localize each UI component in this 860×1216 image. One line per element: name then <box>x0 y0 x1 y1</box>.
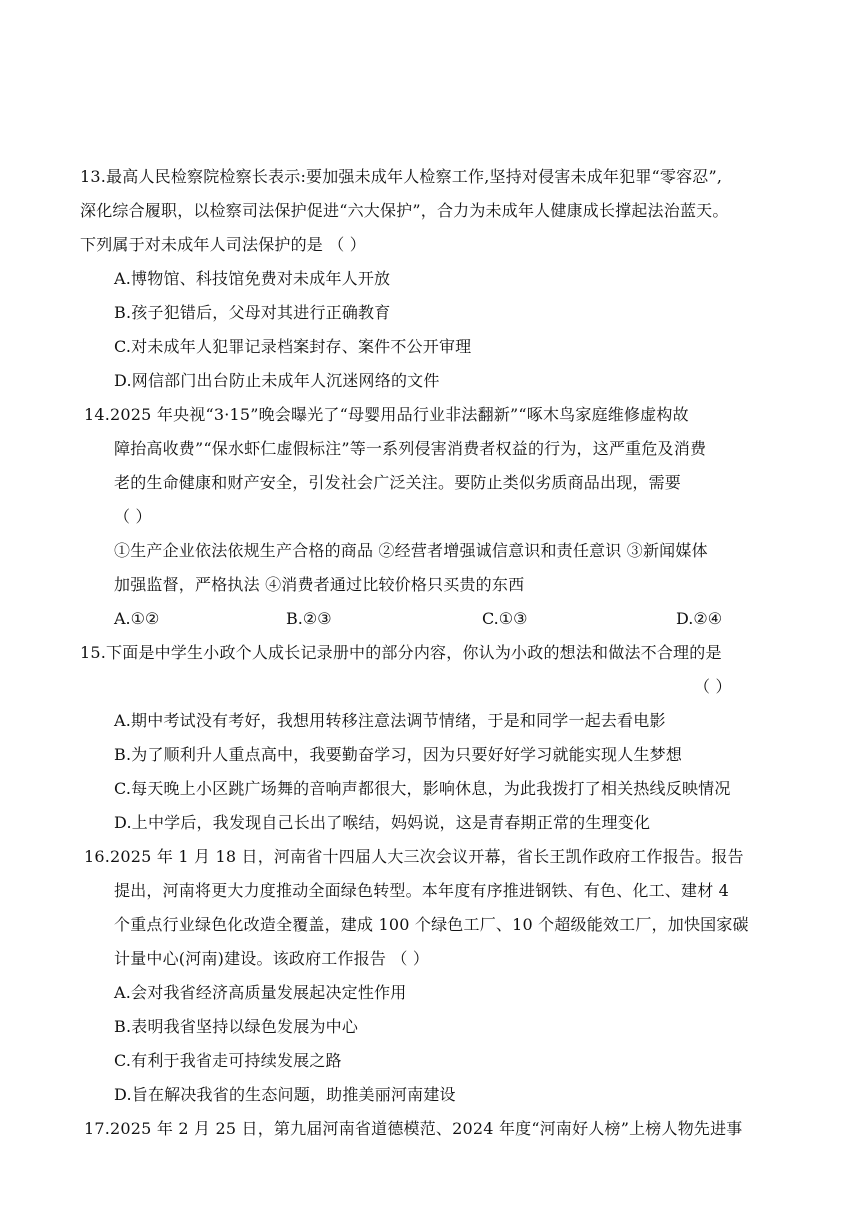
q14-choice-d: D.②④ <box>676 609 723 628</box>
q14-answer-bracket: （ ） <box>114 507 152 526</box>
q16-stem-line-4: 计量中心(河南)建设。该政府工作报告 （ ） <box>114 949 430 968</box>
q16-option-b: B.表明我省坚持以绿色发展为中心 <box>114 1017 359 1036</box>
q13-stem-line-3: 下列属于对未成年人司法保护的是 （ ） <box>80 235 366 254</box>
q13-option-b: B.孩子犯错后，父母对其进行正确教育 <box>114 303 391 322</box>
q16-stem-line-2: 提出，河南将更大力度推动全面绿色转型。本年度有序推进钢铁、有色、化工、建材 4 <box>114 881 730 900</box>
q14-choice-a: A.①② <box>114 609 160 628</box>
q15-answer-bracket: （ ） <box>694 677 732 696</box>
q16-stem-line-3: 个重点行业绿色化改造全覆盖，建成 100 个绿色工厂、10 个超级能效工厂，加快国家碳 <box>114 915 749 934</box>
q13-option-a: A.博物馆、科技馆免费对未成年人开放 <box>114 269 391 288</box>
q16-option-c: C.有利于我省走可持续发展之路 <box>114 1051 342 1070</box>
q14-choices <box>114 609 774 629</box>
q14-choice-c: C.①③ <box>482 609 528 628</box>
q14-stem-line-1: 14.2025 年央视“3·15”晚会曝光了“母婴用品行业非法翻新”“啄木鸟家庭维修虚构故 <box>84 405 689 424</box>
q17-stem-line-1: 17.2025 年 2 月 25 日，第九届河南省道德模范、2024 年度“河南好人榜”上榜人物先进事 <box>84 1119 743 1138</box>
q14-statements-line-2: 加强监督，严格执法 ④消费者通过比较价格只买贵的东西 <box>114 575 525 594</box>
q15-option-c: C.每天晚上小区跳广场舞的音响声都很大，影响休息，为此我拨打了相关热线反映情况 <box>114 779 731 798</box>
q16-stem-line-1: 16.2025 年 1 月 18 日，河南省十四届人大三次会议开幕，省长王凯作政府工作报告。报告 <box>84 847 744 866</box>
q15-option-d: D.上中学后，我发现自己长出了喉结，妈妈说，这是青春期正常的生理变化 <box>114 813 651 832</box>
q14-stem-line-3: 老的生命健康和财产安全，引发社会广泛关注。要防止类似劣质商品出现，需要 <box>114 473 682 492</box>
q16-option-d: D.旨在解决我省的生态问题，助推美丽河南建设 <box>114 1085 456 1104</box>
q13-stem-line-2: 深化综合履职，以检察司法保护促进“六大保护”，合力为未成年人健康成长撑起法治蓝天。 <box>80 201 729 220</box>
q14-stem-line-2: 障抬高收费”“保水虾仁虚假标注”等一系列侵害消费者权益的行为，这严重危及消费 <box>114 439 707 458</box>
q14-choice-b: B.②③ <box>286 609 332 628</box>
q15-option-b: B.为了顺利升人重点高中，我要勤奋学习，因为只要好好学习就能实现人生梦想 <box>114 745 683 764</box>
q13-stem-line-1: 13.最高人民检察院检察长表示:要加强未成年人检察工作,坚持对侵害未成年犯罪“零容忍”, <box>80 167 723 186</box>
q13-option-c: C.对未成年人犯罪记录档案封存、案件不公开审理 <box>114 337 472 356</box>
q16-option-a: A.会对我省经济高质量发展起决定性作用 <box>114 983 407 1002</box>
q14-statements-line-1: ①生产企业依法依规生产合格的商品 ②经营者增强诚信意识和责任意识 ③新闻媒体 <box>114 541 708 560</box>
q15-stem-line-1: 15.下面是中学生小政个人成长记录册中的部分内容，你认为小政的想法和做法不合理的是 <box>80 643 722 662</box>
q13-option-d: D.网信部门出台防止未成年人沉迷网络的文件 <box>114 371 440 390</box>
q15-option-a: A.期中考试没有考好，我想用转移注意法调节情绪，于是和同学一起去看电影 <box>114 711 666 730</box>
